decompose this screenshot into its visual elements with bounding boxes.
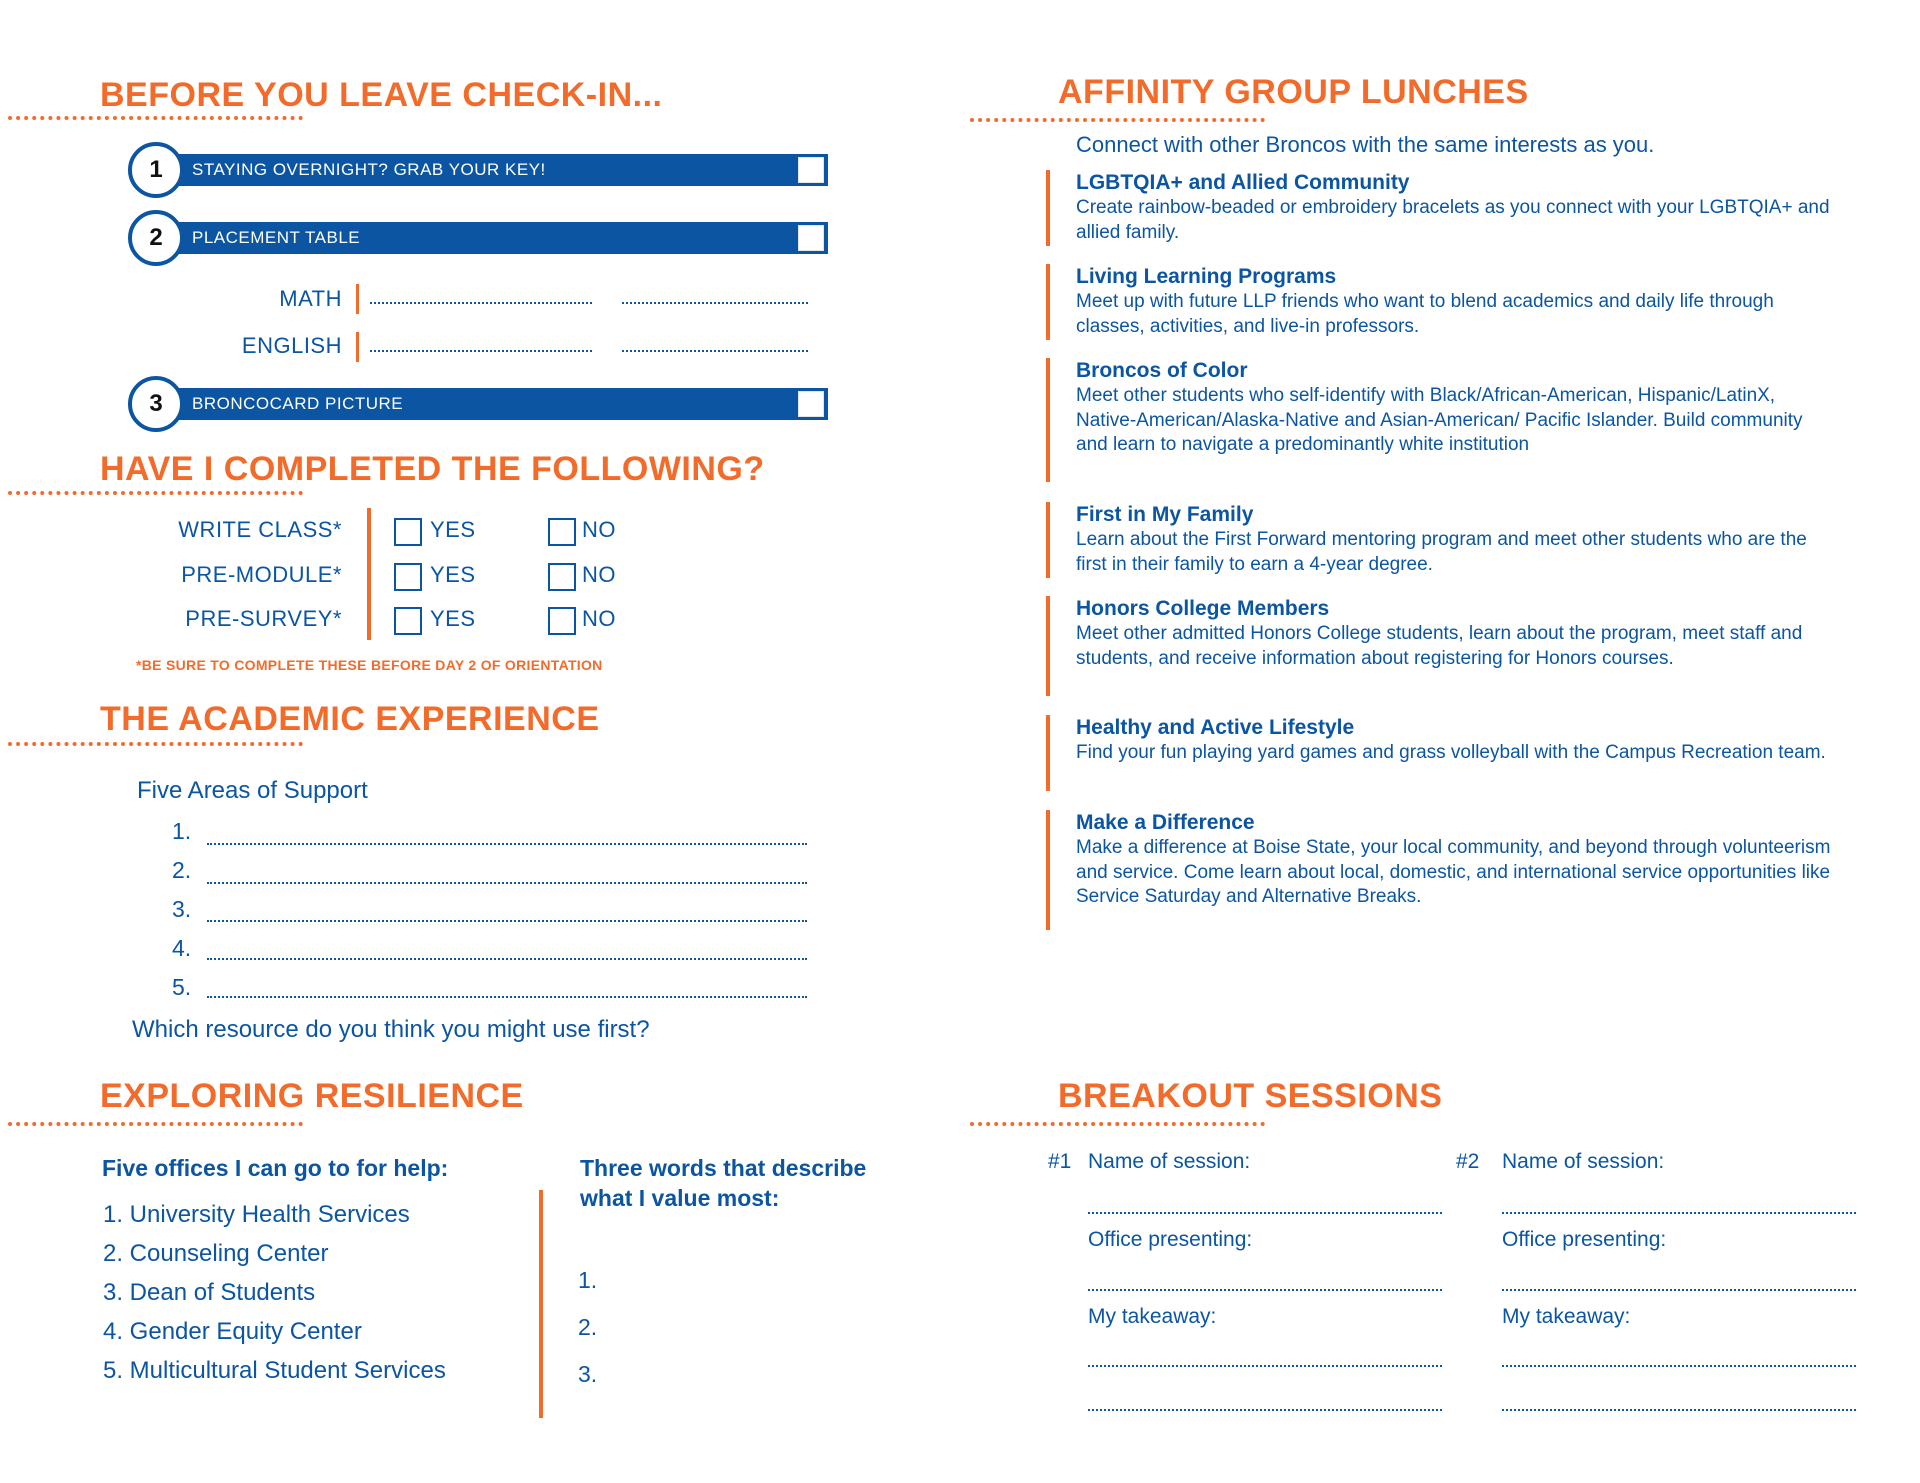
group-title: Broncos of Color: [1076, 359, 1248, 382]
breakout-heading: BREAKOUT SESSIONS: [1058, 1077, 1443, 1115]
session-1-takeaway-line-2[interactable]: [1088, 1409, 1442, 1411]
session-2-number: #2: [1456, 1150, 1480, 1173]
session-2-takeaway-label: My takeaway:: [1502, 1305, 1631, 1328]
offices-title: Five offices I can go to for help:: [102, 1155, 449, 1181]
heading-divider: [8, 491, 303, 495]
value-number: 1.: [578, 1267, 598, 1293]
affinity-group-first-in-family: [1046, 502, 1846, 578]
yes-label: YES: [430, 562, 476, 587]
affinity-group-make-a-difference: [1046, 810, 1846, 930]
session-1-name-line[interactable]: [1088, 1212, 1442, 1214]
group-description: Meet other students who self-identify with Black/African-American, Hispanic/LatinX, Native-American/Alaska-Native and Asian-American/ Pacific Islander. Build community and learn to navigate a predominantly white institution: [1076, 385, 1803, 455]
pre-survey-no-checkbox[interactable]: [548, 607, 576, 635]
write-class-yes-checkbox[interactable]: [394, 518, 422, 546]
step-number: 2: [128, 210, 184, 266]
math-fill-line-1[interactable]: [370, 302, 592, 304]
step-checkbox[interactable]: [798, 157, 824, 183]
affinity-group-broncos-of-color: [1046, 358, 1846, 482]
group-title: Honors College Members: [1076, 597, 1330, 620]
session-2-office-line[interactable]: [1502, 1289, 1856, 1291]
office-item: 1. University Health Services: [103, 1201, 410, 1228]
heading-divider: [970, 118, 1265, 122]
checkin-step-2: [128, 210, 828, 266]
office-item: 2. Counseling Center: [103, 1240, 329, 1267]
support-number: 1.: [172, 818, 192, 844]
group-bar: [1046, 715, 1050, 791]
group-title: Make a Difference: [1076, 811, 1255, 834]
support-subtitle: Five Areas of Support: [137, 777, 368, 804]
affinity-group-llp: [1046, 264, 1846, 340]
resilience-divider: [539, 1190, 543, 1418]
group-bar: [1046, 264, 1050, 340]
resource-question: Which resource do you think you might use first?: [132, 1016, 650, 1043]
value-number: 2.: [578, 1314, 598, 1340]
group-bar: [1046, 810, 1050, 930]
heading-divider: [8, 742, 303, 746]
math-divider: [356, 284, 359, 314]
session-1-name-label: Name of session:: [1088, 1150, 1251, 1173]
office-item: 5. Multicultural Student Services: [103, 1357, 446, 1384]
pre-survey-label: PRE-SURVEY*: [185, 606, 342, 631]
english-label: ENGLISH: [241, 333, 342, 358]
step-label: PLACEMENT TABLE: [192, 228, 361, 247]
write-class-label: WRITE CLASS*: [178, 517, 342, 542]
support-fill-line[interactable]: [207, 920, 807, 922]
step-number: 1: [128, 142, 184, 198]
support-number: 4.: [172, 935, 192, 961]
no-label: NO: [582, 517, 616, 542]
affinity-heading: AFFINITY GROUP LUNCHES: [1058, 73, 1529, 111]
session-1-office-line[interactable]: [1088, 1289, 1442, 1291]
no-label: NO: [582, 562, 616, 587]
group-title: First in My Family: [1076, 503, 1254, 526]
yes-label: YES: [430, 606, 476, 631]
group-bar: [1046, 596, 1050, 696]
step-label: STAYING OVERNIGHT? GRAB YOUR KEY!: [192, 160, 546, 179]
affinity-group-honors: [1046, 596, 1846, 696]
academic-heading: THE ACADEMIC EXPERIENCE: [100, 700, 600, 738]
step-checkbox[interactable]: [798, 391, 824, 417]
session-1-takeaway-label: My takeaway:: [1088, 1305, 1217, 1328]
group-description: Meet other admitted Honors College students, learn about the program, meet staff and students, and receive information about registering for Honors courses.: [1076, 623, 1803, 669]
resilience-heading: EXPLORING RESILIENCE: [100, 1077, 524, 1115]
support-fill-line[interactable]: [207, 882, 807, 884]
office-item: 4. Gender Equity Center: [103, 1318, 362, 1345]
office-item: 3. Dean of Students: [103, 1279, 316, 1306]
step-checkbox[interactable]: [798, 225, 824, 251]
step-label: BRONCOCARD PICTURE: [192, 394, 404, 413]
affinity-group-lgbtqia: [1046, 170, 1846, 246]
group-title: Living Learning Programs: [1076, 265, 1337, 288]
checkin-step-3: [128, 376, 828, 432]
affinity-group-healthy-lifestyle: [1046, 715, 1846, 791]
group-bar: [1046, 170, 1050, 246]
support-fill-line[interactable]: [207, 958, 807, 960]
english-fill-line-2[interactable]: [622, 350, 808, 352]
session-2-name-line[interactable]: [1502, 1212, 1856, 1214]
group-bar: [1046, 502, 1050, 578]
group-description: Meet up with future LLP friends who want to blend academics and daily life through classes, activities, and live-in professors.: [1076, 291, 1774, 337]
step-number: 3: [128, 376, 184, 432]
pre-module-no-checkbox[interactable]: [548, 563, 576, 591]
completion-note: *BE SURE TO COMPLETE THESE BEFORE DAY 2 OF ORIENTATION: [136, 657, 603, 673]
group-description: Make a difference at Boise State, your local community, and beyond through volunteerism and service. Come learn about local, domestic, and international service opportunities like Service Saturday and Alternative Breaks.: [1076, 837, 1831, 907]
support-number: 2.: [172, 857, 192, 883]
support-fill-line[interactable]: [207, 996, 807, 998]
math-fill-line-2[interactable]: [622, 302, 808, 304]
write-class-no-checkbox[interactable]: [548, 518, 576, 546]
support-fill-line[interactable]: [207, 843, 807, 845]
support-number: 3.: [172, 896, 192, 922]
support-number: 5.: [172, 974, 192, 1000]
group-bar: [1046, 358, 1050, 482]
session-1-takeaway-line-1[interactable]: [1088, 1365, 1442, 1367]
english-divider: [356, 332, 359, 362]
heading-divider: [8, 1122, 303, 1126]
group-title: LGBTQIA+ and Allied Community: [1076, 171, 1410, 194]
session-1-office-label: Office presenting:: [1088, 1228, 1253, 1251]
checkin-step-1: [128, 142, 828, 198]
math-label: MATH: [279, 286, 342, 311]
session-2-office-label: Office presenting:: [1502, 1228, 1667, 1251]
completed-heading: HAVE I COMPLETED THE FOLLOWING?: [100, 450, 765, 488]
group-description: Find your fun playing yard games and grass volleyball with the Campus Recreation team.: [1076, 742, 1826, 763]
yes-label: YES: [430, 517, 476, 542]
group-description: Create rainbow-beaded or embroidery bracelets as you connect with your LGBTQIA+ and allied family.: [1076, 197, 1830, 243]
affinity-intro: Connect with other Broncos with the same interests as you.: [1076, 132, 1655, 157]
session-2-name-label: Name of session:: [1502, 1150, 1665, 1173]
group-title: Healthy and Active Lifestyle: [1076, 716, 1355, 739]
session-1-number: #1: [1048, 1150, 1072, 1173]
session-2-takeaway-line-1[interactable]: [1502, 1365, 1856, 1367]
english-fill-line-1[interactable]: [370, 350, 592, 352]
pre-module-label: PRE-MODULE*: [181, 562, 342, 587]
heading-divider: [8, 116, 303, 120]
no-label: NO: [582, 606, 616, 631]
pre-survey-yes-checkbox[interactable]: [394, 607, 422, 635]
checkin-heading: BEFORE YOU LEAVE CHECK-IN...: [100, 76, 663, 114]
values-title: Three words that describe what I value most:: [580, 1155, 867, 1211]
group-description: Learn about the First Forward mentoring program and meet other students who are the first in their family to earn a 4-year degree.: [1076, 529, 1807, 575]
checklist-divider: [367, 508, 371, 640]
session-2-takeaway-line-2[interactable]: [1502, 1409, 1856, 1411]
value-number: 3.: [578, 1361, 598, 1387]
heading-divider: [970, 1122, 1265, 1126]
pre-module-yes-checkbox[interactable]: [394, 563, 422, 591]
